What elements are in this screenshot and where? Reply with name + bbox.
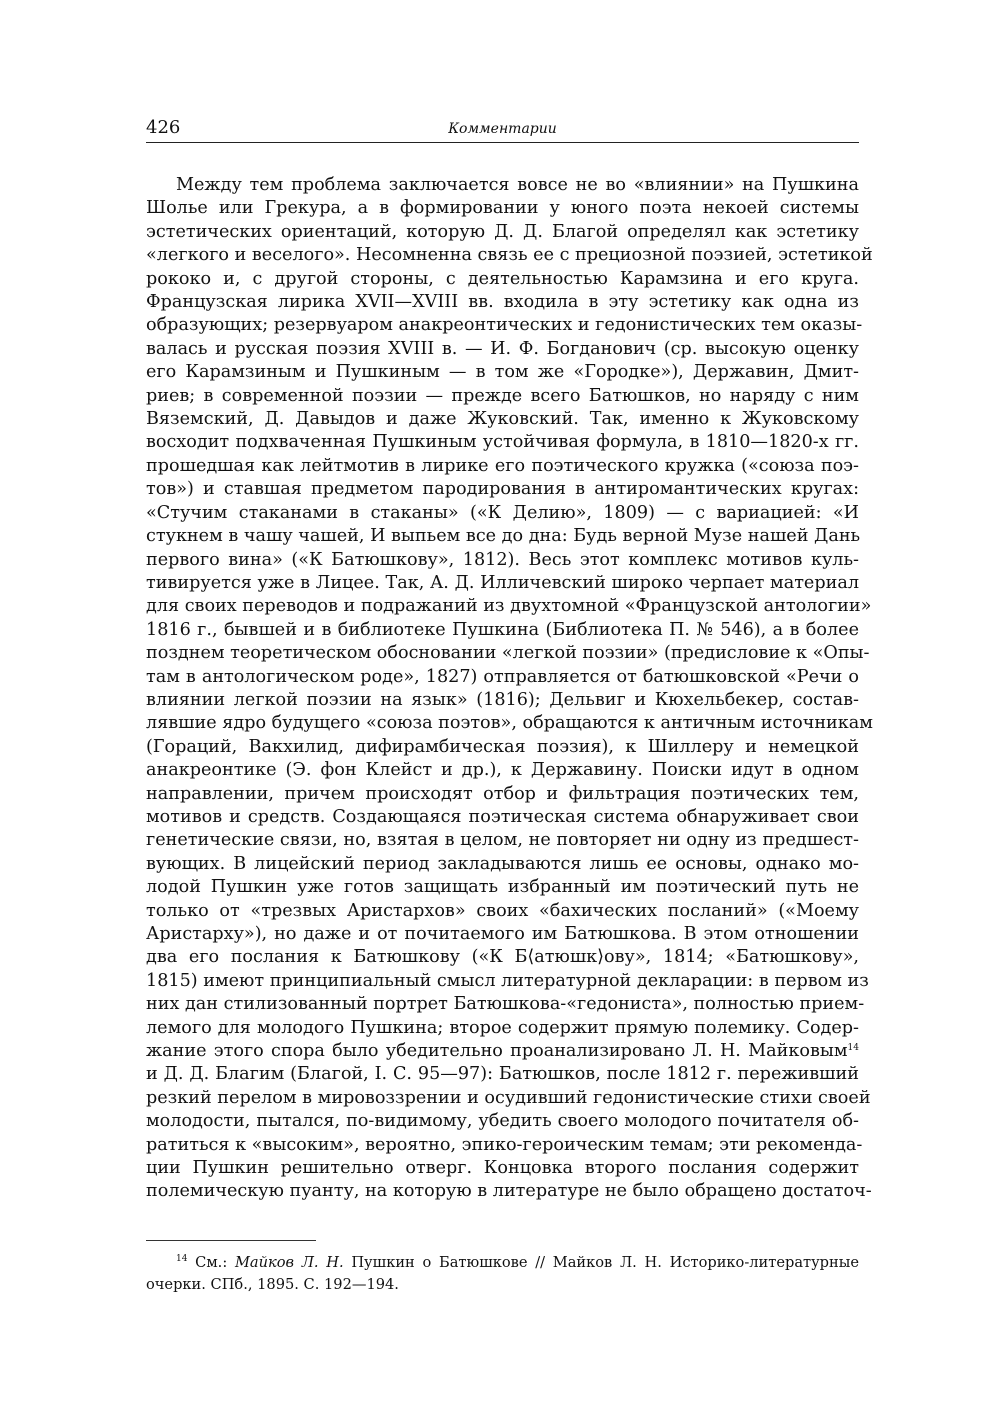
text-line-content: Шолье или Грекура, а в формировании у юного поэта некоей системы [146, 198, 859, 219]
text-line-content: 1815) имеют принципиальный смысл литературной декларации: в первом из [146, 970, 869, 991]
text-line-content: (Гораций, Вакхилид, дифирамбическая поэзия), к Шиллеру и немецкой [146, 736, 859, 757]
text-line-content: ратиться к «высоким», вероятно, эпико-героическим темам; эти рекоменда- [146, 1134, 863, 1155]
text-line [146, 900, 859, 923]
text-line [146, 923, 859, 946]
text-line-content: рококо и, с другой стороны, с деятельностью Карамзина и его круга. [146, 268, 859, 289]
text-line-content: полемическую пуанту, на которую в литературе не было обращено достаточ- [146, 1181, 872, 1202]
text-line [146, 244, 873, 267]
text-line [146, 853, 859, 876]
footnote-text: Пушкин о Батюшкове // Майков Л. Н. Историко-литературные [343, 1254, 859, 1271]
text-line-content: жание этого спора было убедительно проанализировано Л. Н. Майковым [146, 1041, 848, 1062]
text-line [146, 946, 859, 969]
text-line [146, 759, 859, 782]
text-line [146, 221, 859, 244]
text-line [146, 1017, 859, 1040]
text-line-content: ции Пушкин решительно отверг. Концовка второго послания содержит [146, 1158, 859, 1179]
footnote-author: Майков Л. Н. [234, 1254, 344, 1271]
text-line [146, 197, 859, 220]
text-line-content: образующих; резервуаром анакреонтических и гедонистических тем оказы- [146, 315, 863, 336]
text-line-content: них дан стилизованный портрет Батюшкова-«гедониста», полностью прием- [146, 994, 865, 1015]
text-line [146, 876, 859, 899]
text-line-content: позднем теоретическом обосновании «легкой поэзии» (предисловие к «Опы- [146, 643, 870, 664]
text-line [146, 993, 865, 1016]
text-line-content: влиянии легкой поэзии на язык» (1816); Дельвиг и Кюхельбекер, состав- [146, 689, 859, 710]
text-line-content: молодости, пытался, по-видимому, убедить своего молодого почитателя об- [146, 1111, 859, 1132]
text-line [146, 1040, 859, 1063]
text-line [146, 1134, 863, 1157]
text-line-content: Вяземский, Д. Давыдов и даже Жуковский. Так, именно к Жуковскому [146, 409, 859, 430]
text-line-content: эстетических ориентаций, которую Д. Д. Благой определял как эстетику [146, 221, 859, 242]
text-line-content: его Карамзиным и Пушкиным — в том же «Городке»), Державин, Дмит- [146, 362, 859, 383]
text-line-content: риев; в современной поэзии — прежде всего Батюшков, но наряду с ним [146, 385, 859, 406]
text-line-content: анакреонтике (Э. фон Клейст и др.), к Державину. Поиски идут в одном [146, 760, 859, 781]
page-header [146, 118, 859, 143]
text-line-content: стукнем в чашу чашей, И выпьем все до дна: Будь верной Музе нашей Дань [146, 526, 861, 547]
text-line [146, 572, 859, 595]
footnote [146, 1252, 859, 1296]
text-line [146, 408, 859, 431]
text-line-content: только от «трезвых Аристархов» своих «бахических посланий» («Моему [146, 900, 859, 921]
text-line [146, 1180, 872, 1203]
text-line [146, 525, 859, 548]
text-line [146, 829, 859, 852]
text-line-content: вующих. В лицейский период закладываются лишь ее основы, однако мо- [146, 853, 859, 874]
text-line [146, 338, 859, 361]
text-line-content: 1816 г., бывшей и в библиотеке Пушкина (Библиотека П. № 546), а в более [146, 619, 859, 640]
text-line-content: резкий перелом в мировоззрении и осудивший гедонистические стихи своей [146, 1087, 871, 1108]
footnote-reference: 14 [847, 1043, 859, 1054]
text-line [146, 174, 859, 197]
text-line-content: Французская лирика XVII—XVIII вв. входила в эту эстетику как одна из [146, 292, 859, 313]
text-line-content: Аристарху»), но даже и от почитаемого им Батюшкова. В этом отношении [146, 924, 859, 944]
footnote-line-1 [146, 1252, 859, 1274]
text-line [146, 783, 859, 806]
text-line [146, 595, 872, 618]
text-line [146, 689, 859, 712]
running-title: Комментарии [448, 121, 557, 137]
main-text [146, 174, 873, 1204]
text-line-content: тов») и ставшая предметом пародирования в антиромантических кругах: [146, 479, 859, 500]
text-line-content: генетические связи, но, взятая в целом, не повторяет ни одну из предшест- [146, 830, 859, 851]
text-line [146, 1157, 859, 1180]
text-line-content: тивируется уже в Лицее. Так, А. Д. Илличевский широко черпает материал [146, 572, 859, 593]
text-line [146, 314, 863, 337]
text-line [146, 478, 859, 501]
text-line-content: первого вина» («К Батюшкову», 1812). Весь этот комплекс мотивов куль- [146, 549, 859, 570]
page-number: 426 [146, 117, 181, 138]
text-line [146, 712, 873, 735]
text-line [146, 431, 859, 454]
text-line-content: мотивов и средств. Создающаяся поэтическая система обнаруживает свои [146, 806, 859, 827]
footnote-line-2: очерки. СПб., 1895. С. 192—194. [146, 1276, 399, 1293]
text-line [146, 268, 859, 291]
text-line-content: лемого для молодого Пушкина; второе содержит прямую полемику. Содер- [146, 1017, 859, 1038]
text-line [146, 619, 859, 642]
text-line-content: валась и русская поэзия XVIII в. — И. Ф. Богданович (ср. высокую оценку [146, 338, 859, 359]
text-line [146, 385, 859, 408]
footnote-number: 14 [176, 1254, 188, 1264]
text-line [146, 455, 859, 478]
text-line-content: направлении, причем происходят отбор и фильтрация поэтических тем, [146, 783, 859, 804]
text-line-content: прошедшая как лейтмотив в лирике его поэтического кружка («союза поэ- [146, 455, 859, 476]
text-line-content: два его послания к Батюшкову («К Б⟨атюшк⟩ову», 1814; «Батюшкову», [146, 947, 859, 968]
text-line [146, 806, 859, 829]
text-line-content: для своих переводов и подражаний из двухтомной «Французской антологии» [146, 596, 872, 617]
text-line-content: лодой Пушкин уже готов защищать избранный им поэтический путь не [146, 877, 859, 898]
text-line-content: восходит подхваченная Пушкиным устойчивая формула, в 1810—1820-х гг. [146, 432, 859, 453]
text-line [146, 666, 859, 689]
text-line-content: «легкого и веселого». Несомненна связь ее с прециозной поэзией, эстетикой [146, 245, 873, 266]
text-line [146, 291, 859, 314]
text-line [146, 642, 870, 665]
text-line [146, 502, 859, 525]
text-line [146, 1110, 859, 1133]
text-line-content: лявшие ядро будущего «союза поэтов», обращаются к античным источникам [146, 713, 873, 734]
text-line [146, 1087, 871, 1110]
text-line-content: там в антологическом роде», 1827) отправляется от батюшковской «Речи о [146, 666, 859, 687]
footnote-prefix: См.: [187, 1254, 235, 1271]
text-line-content: «Стучим стаканами в стаканы» («К Делию», 1809) — с вариацией: «И [146, 502, 859, 523]
footnote-divider [146, 1240, 316, 1241]
text-line-content: и Д. Д. Благим (Благой, I. С. 95—97): Батюшков, после 1812 г. переживший [146, 1064, 859, 1085]
text-line [146, 970, 869, 993]
text-line [146, 549, 859, 572]
text-line-content: Между тем проблема заключается вовсе не во «влиянии» на Пушкина [176, 175, 859, 195]
text-line [146, 736, 859, 759]
text-line [146, 361, 859, 384]
text-line [146, 1063, 859, 1086]
